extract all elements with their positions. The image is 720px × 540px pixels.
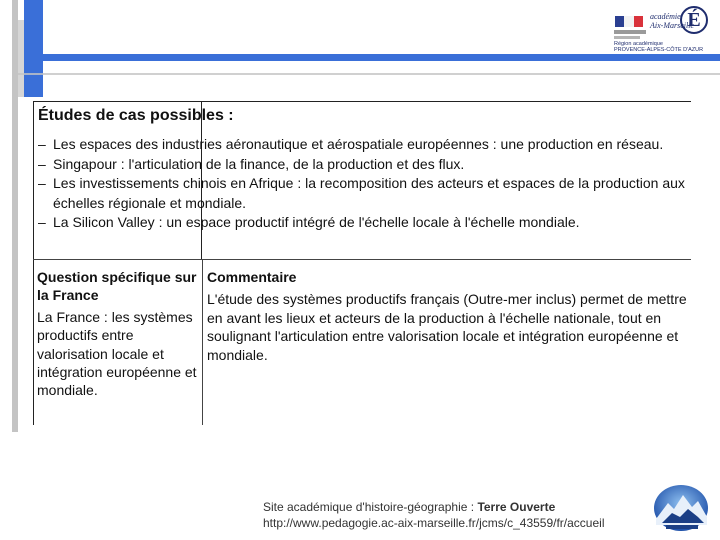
case-study-item [38, 174, 688, 213]
case-study-item [38, 155, 688, 175]
footer-site-line [263, 500, 555, 514]
case-studies-list [38, 135, 688, 233]
table-border-left [33, 101, 34, 425]
commentary-body: L'étude des systèmes productifs français (Outre-mer inclus) permet de mettre en avant les lieux et acteurs de la production à l'échelle nationale, tout en soulignant l'articulation entre valorisation locale et intégration européenne et mondiale. [207, 291, 687, 363]
academy-e-mark-icon: É [680, 6, 708, 34]
logo-region-line1: Région académique [614, 41, 663, 47]
question-body: La France : les systèmes productifs entre valorisation locale et intégration européenne et mondiale. [37, 309, 197, 399]
republic-mark-icon [614, 30, 646, 34]
case-study-item [38, 135, 688, 155]
bullet-dash: – [38, 155, 46, 172]
question-title: Question spécifique sur la France [37, 269, 197, 303]
footer-site-name[interactable]: Terre Ouverte [477, 500, 556, 514]
commentary-title: Commentaire [207, 269, 297, 285]
footer-site-prefix: Site académique d'histoire-géographie : [263, 500, 478, 514]
academy-logo [612, 6, 710, 53]
logo-academy-line2: Aix-Marseille [650, 21, 694, 30]
bullet-dash: – [38, 175, 46, 191]
case-study-text: Les investissements chinois en Afrique : la recomposition des acteurs et espaces de la production aux échelles régionale et mondiale. [53, 175, 685, 211]
template-gray-bar-mid [18, 20, 24, 97]
template-blue-bar-horizontal [24, 54, 720, 61]
logo-region-line2: PROVENCE-ALPES-CÔTE D'AZUR [614, 47, 704, 53]
logo-region-text [614, 41, 703, 53]
table-column-divider [202, 259, 203, 425]
table-border-top [33, 101, 691, 102]
template-gray-line-horizontal [12, 73, 720, 75]
case-study-text: Les espaces des industries aéronautique et aérospatiale européennes : une production en réseau. [53, 136, 664, 152]
table-divider [33, 259, 691, 260]
case-study-text: La Silicon Valley : un espace productif intégré de l'échelle locale à l'échelle mondiale. [53, 214, 580, 230]
bullet-dash: – [38, 136, 46, 152]
terre-ouverte-mountain-logo-icon [652, 483, 710, 533]
case-study-text: Singapour : l'articulation de la finance, de la production et des flux. [53, 155, 465, 172]
case-studies-title: Études de cas possibles : [38, 107, 234, 124]
template-blue-bar-left [24, 0, 43, 97]
bullet-dash: – [38, 214, 46, 230]
case-study-item [38, 213, 688, 233]
logo-academy-line1: académie [650, 12, 681, 21]
footer-url[interactable]: http://www.pedagogie.ac-aix-marseille.fr/jcms/c_43559/fr/accueil [263, 516, 605, 530]
content-table [33, 101, 691, 425]
republic-mark-icon-line [614, 36, 640, 39]
french-flag-icon [615, 16, 643, 27]
